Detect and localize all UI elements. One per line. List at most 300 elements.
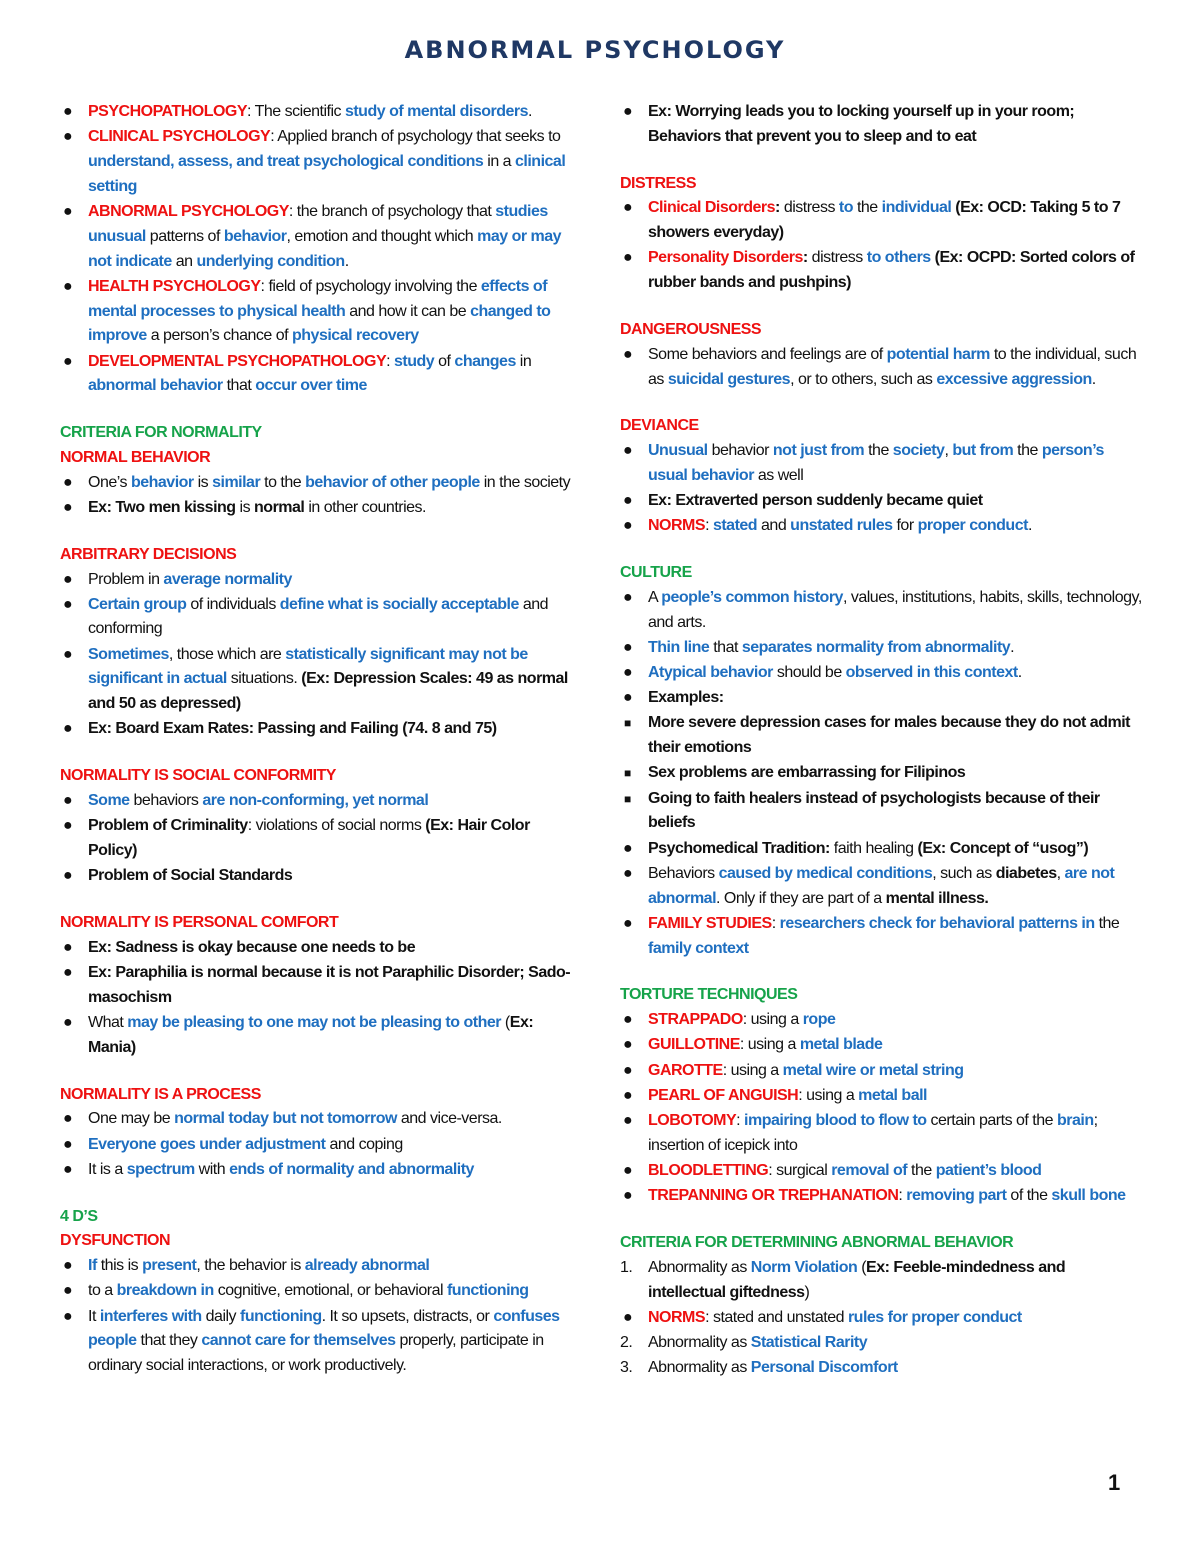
keyword: metal blade bbox=[799, 1036, 883, 1054]
bullet-icon: ● bbox=[63, 1013, 73, 1031]
list-item bbox=[620, 246, 1145, 296]
text: , bbox=[1056, 864, 1065, 882]
text: behavior bbox=[707, 442, 773, 460]
bold-text: Ex: Board Exam Rates: Passing and Failing (74. 8 and 75) bbox=[88, 720, 497, 738]
bullet-icon: ● bbox=[623, 638, 633, 656]
text: : bbox=[736, 1111, 745, 1129]
list-item bbox=[60, 593, 580, 643]
deviance-list bbox=[620, 439, 1145, 539]
bold-text: normal bbox=[254, 498, 305, 516]
bullet-icon: ● bbox=[623, 914, 633, 932]
determining-list bbox=[620, 1256, 1145, 1381]
term: GUILLOTINE bbox=[648, 1036, 740, 1054]
text: distress bbox=[807, 249, 867, 267]
text: What bbox=[88, 1013, 128, 1031]
text: : using a bbox=[798, 1086, 859, 1104]
list-item bbox=[60, 568, 580, 593]
text: : the branch of psychology that bbox=[288, 202, 496, 220]
bullet-icon: ● bbox=[63, 792, 73, 810]
keyword: excessive aggression bbox=[936, 370, 1092, 388]
text: : The scientific bbox=[247, 103, 345, 120]
keyword: rope bbox=[802, 1011, 836, 1029]
bullet-icon: ● bbox=[63, 938, 73, 956]
keyword: Certain group bbox=[88, 595, 187, 613]
dysfunction-list bbox=[60, 1254, 580, 1379]
text: : using a bbox=[739, 1036, 800, 1054]
bullet-icon: ● bbox=[623, 1086, 633, 1104]
normal-behavior-list bbox=[60, 471, 580, 521]
list-item bbox=[620, 1306, 1145, 1331]
text: with bbox=[194, 1160, 230, 1178]
keyword: behavior bbox=[223, 227, 287, 245]
arbitrary-list bbox=[60, 568, 580, 743]
bullet-icon: ● bbox=[623, 839, 633, 857]
list-item bbox=[60, 496, 580, 521]
square-bullet-icon: ■ bbox=[624, 716, 631, 731]
comfort-list bbox=[60, 936, 580, 1061]
keyword: to bbox=[838, 199, 853, 217]
text: ( bbox=[500, 1013, 510, 1031]
text: properly, participate in ordinary social interactions, or work productively. bbox=[88, 1332, 544, 1375]
bullet-icon: ● bbox=[623, 1187, 633, 1205]
text: the bbox=[853, 199, 882, 217]
text: to the individual, such as bbox=[648, 345, 1137, 388]
section-heading: TORTURE TECHNIQUES bbox=[620, 986, 798, 1004]
bold-text: More severe depression cases for males because they do not admit their emotions bbox=[648, 714, 1130, 757]
section-heading: NORMALITY IS SOCIAL CONFORMITY bbox=[60, 767, 336, 785]
keyword: normal today but not tomorrow bbox=[174, 1110, 397, 1128]
bullet-icon: ● bbox=[623, 664, 633, 682]
list-item bbox=[620, 661, 1145, 686]
list-item bbox=[620, 761, 1145, 786]
list-item bbox=[620, 1159, 1145, 1184]
section-heading: NORMALITY IS A PROCESS bbox=[60, 1085, 261, 1103]
text: It is a bbox=[88, 1160, 127, 1178]
text: to the bbox=[260, 473, 306, 491]
bold-text: Ex: Feeble-mindedness and intellectual giftedness bbox=[648, 1258, 1066, 1301]
keyword: metal ball bbox=[858, 1086, 927, 1104]
keyword: changed to improve bbox=[88, 302, 551, 345]
bullet-icon: ● bbox=[63, 964, 73, 981]
bold-text: Going to faith healers instead of psychologists because of their beliefs bbox=[648, 789, 1100, 832]
text: : using a bbox=[722, 1061, 783, 1079]
text: in the society bbox=[479, 473, 571, 491]
bold-text: Psychomedical Tradition: bbox=[648, 839, 830, 857]
keyword: not just from bbox=[772, 442, 865, 460]
list-item bbox=[60, 1158, 580, 1183]
text: ; insertion of icepick into bbox=[648, 1111, 1098, 1154]
term: TREPANNING OR TREPHANATION bbox=[648, 1187, 899, 1205]
list-item bbox=[60, 275, 580, 349]
text: Behaviors bbox=[648, 864, 719, 882]
bullet-icon: ● bbox=[623, 864, 633, 882]
text: : using a bbox=[742, 1011, 803, 1029]
keyword: understand, assess, and treat psychological conditions bbox=[88, 152, 484, 170]
term: NORMS bbox=[648, 517, 706, 535]
text: : violations of social norms bbox=[247, 817, 426, 835]
keyword: observed in this context bbox=[845, 664, 1018, 682]
text: and bbox=[757, 517, 791, 535]
text: cognitive, emotional, or behavioral bbox=[213, 1282, 447, 1300]
keyword: caused by medical conditions bbox=[718, 864, 933, 882]
bullet-icon: ● bbox=[623, 249, 633, 267]
keyword: studies unusual bbox=[88, 202, 548, 245]
culture-list bbox=[620, 586, 1145, 961]
section-heading: NORMAL BEHAVIOR bbox=[60, 448, 211, 466]
text: and vice-versa. bbox=[396, 1110, 502, 1128]
list-item bbox=[620, 1059, 1145, 1084]
text: One’s bbox=[88, 473, 131, 491]
text: : bbox=[705, 517, 713, 535]
text: , or to others, such as bbox=[790, 370, 937, 388]
keyword: ends of normality and abnormality bbox=[229, 1160, 474, 1178]
text: : field of psychology involving the bbox=[260, 277, 481, 295]
bullet-icon: ● bbox=[623, 1036, 633, 1054]
text: . bbox=[528, 103, 532, 120]
text: this is bbox=[96, 1257, 143, 1275]
bullet-icon: ● bbox=[623, 492, 633, 510]
keyword: present bbox=[142, 1257, 197, 1275]
bullet-icon: ● bbox=[63, 595, 73, 613]
text: . bbox=[1091, 370, 1096, 388]
text: . bbox=[1017, 664, 1022, 682]
text: faith healing bbox=[829, 839, 918, 857]
bullet-icon: ● bbox=[623, 1111, 633, 1129]
list-item bbox=[60, 717, 580, 742]
text: behaviors bbox=[129, 792, 203, 810]
section-heading: CRITERIA FOR NORMALITY bbox=[60, 424, 262, 442]
keyword: are non-conforming, yet normal bbox=[202, 792, 429, 810]
term: FAMILY STUDIES bbox=[648, 914, 772, 932]
list-item bbox=[620, 787, 1145, 837]
list-item bbox=[60, 1254, 580, 1279]
bold-text: (Ex: Hair Color Policy) bbox=[88, 817, 530, 860]
list-item bbox=[60, 864, 580, 889]
keyword: average normality bbox=[163, 570, 292, 588]
text: . bbox=[1027, 517, 1032, 535]
text: , the behavior is bbox=[196, 1257, 305, 1275]
page-number: 1 bbox=[1108, 1470, 1121, 1495]
bold-text: Ex: Paraphilia is normal because it is not Paraphilic Disorder; Sado-masochism bbox=[88, 964, 571, 1006]
list-item bbox=[60, 1279, 580, 1304]
list-number: 2. bbox=[620, 1333, 633, 1351]
keyword: Atypical behavior bbox=[648, 664, 773, 682]
list-item bbox=[620, 636, 1145, 661]
keyword: researchers check for behavioral patterns in bbox=[779, 914, 1095, 932]
text: should be bbox=[772, 664, 846, 682]
bullet-icon: ● bbox=[63, 1135, 73, 1153]
section-heading: 4 D’S bbox=[60, 1207, 98, 1225]
keyword: Unusual bbox=[648, 442, 708, 460]
square-bullet-icon: ■ bbox=[624, 766, 631, 781]
list-item bbox=[620, 686, 1145, 711]
distress-list bbox=[620, 196, 1145, 296]
bullet-icon: ● bbox=[623, 1011, 633, 1029]
list-item bbox=[60, 125, 580, 199]
text: ) bbox=[804, 1283, 810, 1301]
bullet-icon: ● bbox=[623, 345, 633, 363]
text: in other countries. bbox=[304, 498, 426, 516]
list-item bbox=[60, 1011, 580, 1061]
list-item bbox=[620, 586, 1145, 636]
list-item bbox=[60, 1133, 580, 1158]
list-item bbox=[620, 489, 1145, 514]
term: LOBOTOMY bbox=[648, 1111, 737, 1129]
keyword: abnormal behavior bbox=[88, 377, 223, 395]
bold-text: Ex: Worrying leads you to locking yourself up in your room; Behaviors that prevent you to sleep and to eat bbox=[648, 103, 1075, 145]
keyword: patient’s blood bbox=[935, 1161, 1042, 1179]
text: a person’s chance of bbox=[146, 327, 292, 345]
bold-text: (Ex: Concept of “usog”) bbox=[917, 839, 1089, 857]
text: the bbox=[1094, 914, 1120, 932]
keyword: Norm Violation bbox=[750, 1258, 858, 1276]
text: in bbox=[515, 352, 532, 370]
bold-text: diabetes bbox=[995, 864, 1057, 882]
bullet-icon: ● bbox=[623, 1061, 633, 1079]
text: It bbox=[88, 1307, 100, 1325]
section-heading: DEVIANCE bbox=[620, 417, 699, 435]
term: PEARL OF ANGUISH bbox=[648, 1086, 799, 1104]
text: in a bbox=[483, 152, 516, 170]
term: ABNORMAL PSYCHOLOGY bbox=[88, 202, 289, 220]
bullet-icon: ● bbox=[63, 645, 73, 663]
bullet-icon: ● bbox=[63, 473, 73, 491]
bullet-icon: ● bbox=[63, 1257, 73, 1275]
bold-text: (Ex: OCPD: Sorted colors of rubber bands and pushpins) bbox=[648, 249, 1135, 292]
keyword: may be pleasing to one may not be pleasing to other bbox=[127, 1013, 501, 1031]
keyword: behavior bbox=[130, 473, 194, 491]
list-item bbox=[60, 350, 580, 400]
text: Abnormality as bbox=[648, 1359, 751, 1377]
bullet-icon: ● bbox=[623, 588, 633, 606]
bullet-icon: ● bbox=[623, 199, 633, 217]
bullet-icon: ● bbox=[63, 202, 73, 220]
keyword: behavior of other people bbox=[305, 473, 480, 491]
section-heading: DANGEROUSNESS bbox=[620, 320, 762, 338]
bullet-icon: ● bbox=[623, 517, 633, 535]
list-item bbox=[620, 1356, 1145, 1381]
bullet-icon: ● bbox=[623, 103, 633, 120]
page-title: ABNORMAL PSYCHOLOGY bbox=[404, 36, 786, 64]
text: the bbox=[907, 1161, 936, 1179]
keyword: changes bbox=[454, 352, 516, 370]
list-item bbox=[60, 814, 580, 864]
keyword: brain bbox=[1056, 1111, 1094, 1129]
keyword: separates normality from abnormality bbox=[741, 638, 1011, 656]
keyword: suicidal gestures bbox=[667, 370, 791, 388]
dangerousness-list bbox=[620, 343, 1145, 393]
section-heading: ARBITRARY DECISIONS bbox=[60, 545, 237, 563]
text: and how it can be bbox=[345, 302, 471, 320]
term: PSYCHOPATHOLOGY bbox=[88, 103, 248, 120]
list-item bbox=[620, 1109, 1145, 1159]
text: the bbox=[864, 442, 893, 460]
text: . bbox=[1010, 638, 1015, 656]
text: patterns of bbox=[145, 227, 224, 245]
list-item bbox=[620, 1184, 1145, 1209]
keyword: occur over time bbox=[255, 377, 367, 395]
text: as well bbox=[753, 466, 804, 484]
bullet-icon: ● bbox=[63, 277, 73, 295]
text: One may be bbox=[88, 1110, 175, 1128]
keyword: proper conduct bbox=[917, 517, 1028, 535]
keyword: functioning bbox=[240, 1307, 322, 1325]
keyword: clinical setting bbox=[88, 152, 566, 195]
keyword: study bbox=[394, 352, 435, 370]
bullet-icon: ● bbox=[63, 1307, 73, 1325]
keyword: potential harm bbox=[886, 345, 990, 363]
dysfunction-continued-list bbox=[620, 100, 1145, 150]
social-list bbox=[60, 789, 580, 889]
section-heading: CULTURE bbox=[620, 564, 692, 582]
bullet-icon: ● bbox=[63, 352, 73, 370]
keyword: interferes with bbox=[99, 1307, 202, 1325]
keyword: rules for proper conduct bbox=[847, 1308, 1022, 1326]
bullet-icon: ● bbox=[63, 103, 73, 120]
keyword: impairing blood to flow to bbox=[744, 1111, 927, 1129]
list-item bbox=[620, 1008, 1145, 1033]
text: an bbox=[171, 252, 197, 270]
text: and coping bbox=[325, 1135, 403, 1153]
keyword: unstated rules bbox=[790, 517, 893, 535]
bold-text: (Ex: OCD: Taking 5 to 7 showers everyday) bbox=[648, 199, 1121, 242]
bold-text: Ex: Extraverted person suddenly became quiet bbox=[648, 492, 983, 510]
text: : surgical bbox=[768, 1161, 832, 1179]
bold-text: Ex: Mania) bbox=[88, 1013, 534, 1056]
section-heading: DYSFUNCTION bbox=[60, 1232, 171, 1250]
list-item bbox=[620, 439, 1145, 489]
text: ( bbox=[857, 1258, 867, 1276]
text: , values, institutions, habits, skills, technology, and arts. bbox=[648, 588, 1142, 631]
section-heading: DISTRESS bbox=[620, 174, 697, 192]
keyword: to others bbox=[866, 249, 931, 267]
right-column bbox=[620, 100, 1145, 1381]
term: NORMS bbox=[648, 1308, 706, 1326]
keyword: Sometimes bbox=[88, 645, 169, 663]
keyword: If bbox=[88, 1257, 97, 1275]
keyword: family context bbox=[648, 939, 749, 957]
bold-text: Ex: Two men kissing bbox=[88, 498, 236, 516]
keyword: underlying condition bbox=[196, 252, 345, 270]
keyword: person’s usual behavior bbox=[648, 442, 1104, 484]
keyword: are not abnormal bbox=[648, 864, 1115, 907]
text: that bbox=[709, 638, 742, 656]
section-heading: NORMALITY IS PERSONAL COMFORT bbox=[60, 914, 339, 932]
definitions-list bbox=[60, 100, 580, 399]
text: certain parts of the bbox=[926, 1111, 1057, 1129]
torture-list bbox=[620, 1008, 1145, 1209]
text: of individuals bbox=[186, 595, 280, 613]
keyword: confuses people bbox=[88, 1307, 560, 1350]
keyword: Statistical Rarity bbox=[750, 1333, 868, 1351]
list-number: 1. bbox=[620, 1258, 633, 1276]
keyword: effects of mental processes to physical health bbox=[88, 277, 548, 320]
bold-text: Problem of Social Standards bbox=[88, 867, 293, 885]
bullet-icon: ● bbox=[623, 442, 633, 460]
keyword: cannot care for themselves bbox=[201, 1332, 396, 1350]
bold-text: : bbox=[775, 199, 780, 217]
text: . Only if they are part of a bbox=[716, 889, 886, 907]
list-item bbox=[620, 343, 1145, 393]
bullet-icon: ● bbox=[63, 1160, 73, 1178]
keyword: people’s common history bbox=[661, 588, 843, 606]
list-item bbox=[60, 789, 580, 814]
keyword: but from bbox=[952, 442, 1014, 460]
text: is bbox=[235, 498, 255, 516]
keyword: study of mental disorders bbox=[344, 103, 529, 120]
term: Personality Disorders bbox=[648, 249, 803, 267]
text: A bbox=[648, 588, 662, 606]
keyword: stated bbox=[712, 517, 758, 535]
text: : bbox=[386, 352, 395, 370]
bullet-icon: ● bbox=[63, 867, 73, 885]
keyword: Thin line bbox=[648, 638, 710, 656]
bullet-icon: ● bbox=[63, 498, 73, 516]
list-item bbox=[620, 196, 1145, 246]
section-heading: CRITERIA FOR DETERMINING ABNORMAL BEHAVIOR bbox=[620, 1233, 1014, 1251]
keyword: already abnormal bbox=[304, 1257, 430, 1275]
text: that they bbox=[136, 1332, 202, 1350]
square-bullet-icon: ■ bbox=[624, 791, 631, 806]
keyword: individual bbox=[881, 199, 952, 217]
list-item bbox=[620, 514, 1145, 539]
bold-text: (Ex: Depression Scales: 49 as normal and 50 as depressed) bbox=[88, 670, 568, 713]
bullet-icon: ● bbox=[63, 1110, 73, 1128]
list-number: 3. bbox=[620, 1359, 633, 1377]
keyword: metal wire or metal string bbox=[782, 1061, 964, 1079]
list-item bbox=[620, 862, 1145, 912]
text: situations. bbox=[226, 670, 302, 688]
keyword: skull bone bbox=[1051, 1187, 1126, 1205]
text: : bbox=[898, 1187, 907, 1205]
list-item bbox=[60, 200, 580, 274]
text: : stated and unstated bbox=[705, 1308, 848, 1326]
text: Abnormality as bbox=[648, 1258, 751, 1276]
text: Abnormality as bbox=[648, 1333, 751, 1351]
text: the bbox=[1013, 442, 1042, 460]
bold-text: Examples: bbox=[648, 689, 724, 707]
term: BLOODLETTING bbox=[648, 1161, 769, 1179]
list-item bbox=[620, 837, 1145, 862]
list-item bbox=[620, 1256, 1145, 1306]
bold-text: Sex problems are embarrassing for Filipinos bbox=[648, 764, 966, 782]
bullet-icon: ● bbox=[623, 689, 633, 707]
keyword: Everyone goes under adjustment bbox=[88, 1135, 326, 1153]
text: Problem in bbox=[88, 570, 164, 588]
bullet-icon: ● bbox=[623, 1161, 633, 1179]
list-item bbox=[60, 643, 580, 717]
list-item bbox=[60, 1305, 580, 1379]
text: to a bbox=[88, 1282, 117, 1300]
keyword: spectrum bbox=[126, 1160, 195, 1178]
text: , emotion and thought which bbox=[286, 227, 478, 245]
term: DEVELOPMENTAL PSYCHOPATHOLOGY bbox=[88, 352, 387, 370]
bold-text: mental illness. bbox=[885, 889, 989, 907]
list-item bbox=[620, 1331, 1145, 1356]
text: that bbox=[222, 377, 256, 395]
text: of the bbox=[1006, 1187, 1052, 1205]
list-item bbox=[60, 471, 580, 496]
text: : bbox=[771, 914, 780, 932]
bullet-icon: ● bbox=[63, 720, 73, 738]
text: : Applied branch of psychology that seeks to bbox=[270, 128, 561, 146]
list-item bbox=[620, 1033, 1145, 1058]
keyword: breakdown in bbox=[116, 1282, 214, 1300]
list-item bbox=[620, 1084, 1145, 1109]
text: , those which are bbox=[168, 645, 286, 663]
text: and conforming bbox=[88, 595, 549, 638]
text: distress bbox=[779, 199, 839, 217]
